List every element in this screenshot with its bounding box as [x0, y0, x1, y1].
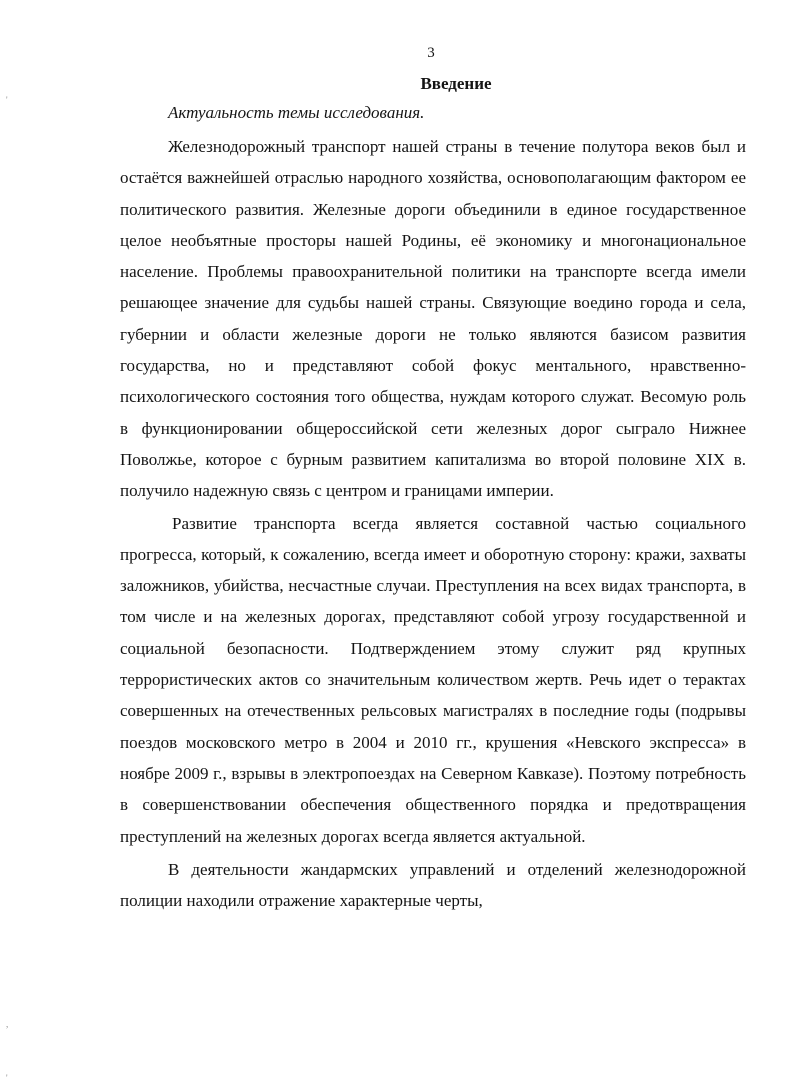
- paragraph-1: Железнодорожный транспорт нашей страны в течение полутора веков был и остаётся важнейшей отраслью народного хозяйства, основополагающим фактором ее политического развития. Железные дороги объединили в единое государственное целое необъятные просторы нашей Родины, её экономику и многонациональное население. Проблемы правоохранительной политики на транспорте всегда имели решающее значение для судьбы нашей страны. Связующие воедино города и села, губернии и области железные дороги не только являются базисом развития государства, но и представляют собой фокус ментального, нравственно-психологического состояния того общества, нуждам которого служат. Весомую роль в функционировании общероссийской сети железных дорог сыграло Нижнее Поволжье, которое с бурным развитием капитализма во второй половине XIX в. получило надежную связь с центром и границами империи.: [120, 137, 746, 501]
- paragraph-3: В деятельности жандармских управлений и отделений железнодорожной полиции находили отражение характерные черты,: [120, 859, 746, 911]
- margin-mark: ': [6, 95, 8, 105]
- document-body: [120, 131, 746, 916]
- section-heading: Введение: [420, 74, 492, 93]
- paragraph-2: Развитие транспорта всегда является составной частью социального прогресса, который, к сожалению, всегда имеет и оборотную сторону: кражи, захваты заложников, убийства, несчастные случаи. Преступления на всех видах транспорта, в том числе и на железных дорогах, представляют собой угрозу государственной и социальной безопасности. Подтверждением этому служит ряд крупных террористических актов со значительным количеством жертв. Речь идет о терактах совершенных на отечественных рельсовых магистралях в последние годы (подрывы поездов московского метро в 2004 и 2010 гг., крушения «Невского экспресса» в ноябре 2009 г., взрывы в электропоездах на Северном Кавказе). Поэтому потребность в совершенствовании обеспечения общественного порядка и предотвращения преступлений на железных дорогах всегда является актуальной.: [120, 513, 746, 846]
- page-number: 3: [427, 45, 435, 61]
- margin-mark: ,: [6, 1019, 9, 1029]
- margin-mark: ': [6, 1073, 8, 1083]
- section-subheading: Актуальность темы исследования.: [168, 103, 425, 122]
